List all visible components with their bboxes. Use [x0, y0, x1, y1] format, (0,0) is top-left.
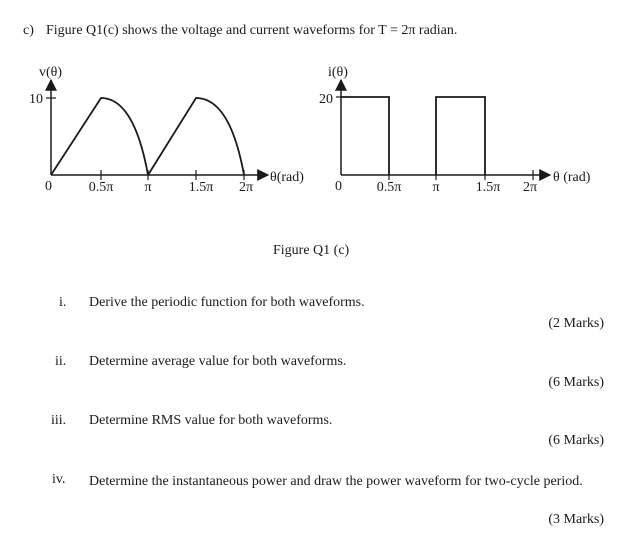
subq-1-text: Derive the periodic function for both waveforms. [89, 295, 365, 310]
voltage-y-label: v(θ) [39, 65, 63, 80]
voltage-arch-1 [51, 98, 148, 175]
figure-caption: Figure Q1 (c) [273, 243, 350, 258]
voltage-origin-label: 0 [45, 179, 52, 194]
question-label: c) [23, 23, 34, 38]
voltage-tick-label-pi: π [144, 180, 152, 195]
voltage-tick-label-1.5pi: 1.5π [188, 180, 214, 195]
current-origin-label: 0 [335, 179, 342, 194]
subq-4-num: iv. [52, 472, 66, 487]
voltage-tick-label-0.5pi: 0.5π [88, 180, 114, 195]
subq-3-text: Determine RMS value for both waveforms. [89, 413, 333, 428]
current-pulse-2 [436, 97, 485, 175]
current-graph [319, 65, 591, 195]
current-tick-label-0.5pi: 0.5π [376, 180, 402, 195]
voltage-x-label: θ(rad) [270, 170, 304, 185]
subq-4-text: Determine the instantaneous power and draw the power waveform for two-cycle period. [89, 474, 583, 489]
subq-1-marks: (2 Marks) [548, 316, 604, 331]
question-text: Figure Q1(c) shows the voltage and current waveforms for T = 2π radian. [46, 23, 458, 38]
subq-2-text: Determine average value for both waveforms. [89, 354, 347, 369]
current-x-label: θ (rad) [553, 170, 591, 185]
voltage-peak-label: 10 [29, 92, 43, 107]
current-pulse-1 [341, 97, 389, 175]
current-tick-label-2pi: 2π [522, 180, 538, 195]
subq-1-num: i. [59, 295, 67, 310]
voltage-tick-label-2pi: 2π [238, 180, 254, 195]
subq-3-num: iii. [51, 413, 67, 428]
subq-2-num: ii. [55, 354, 67, 369]
current-peak-label: 20 [319, 92, 333, 107]
voltage-arch-2 [148, 98, 244, 175]
current-tick-label-1.5pi: 1.5π [475, 180, 501, 195]
subq-3-marks: (6 Marks) [548, 433, 604, 448]
subq-2-marks: (6 Marks) [548, 375, 604, 390]
voltage-graph [29, 65, 304, 195]
subq-4-marks: (3 Marks) [548, 512, 604, 527]
current-y-label: i(θ) [328, 65, 348, 80]
current-tick-label-pi: π [432, 180, 440, 195]
